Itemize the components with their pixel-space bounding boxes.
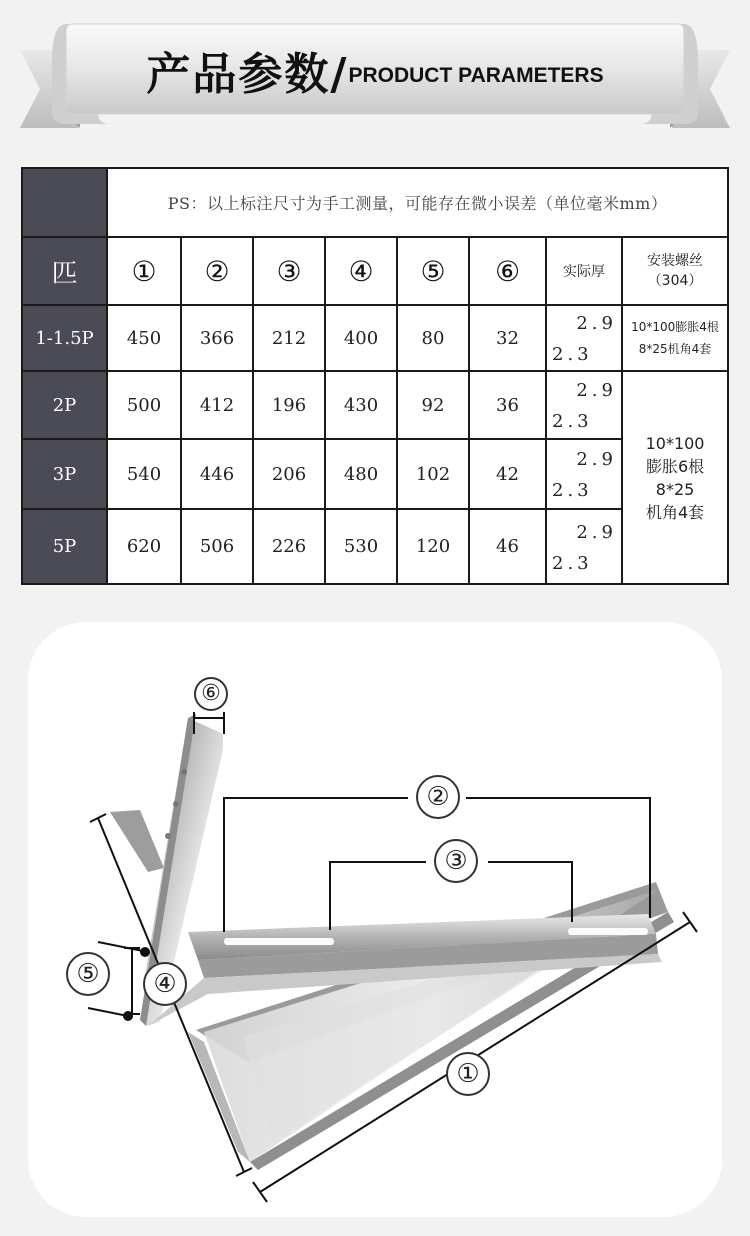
header-dim-1: ①: [107, 237, 181, 305]
cell-dim-5: 120: [397, 509, 469, 584]
cell-dim-5: 92: [397, 371, 469, 439]
cell-dim-4: 480: [325, 439, 397, 509]
cell-dim-6: 36: [469, 371, 546, 439]
screw-large-line4: 机角4套: [645, 502, 705, 522]
cell-dim-4: 400: [325, 305, 397, 371]
title-chinese: 产品参数/: [146, 49, 349, 100]
thickness-cell: [546, 509, 622, 584]
bracket-photo: [28, 622, 722, 1217]
thickness-min: 2.3: [552, 480, 593, 501]
thickness-min: 2.3: [552, 344, 593, 365]
screw-cell-large: [622, 371, 728, 584]
header-dim-3: ③: [253, 237, 325, 305]
cell-dim-2: 446: [181, 439, 253, 509]
thickness-max: 2.9: [576, 313, 617, 334]
cell-dim-2: 506: [181, 509, 253, 584]
thickness-max: 2.9: [576, 449, 617, 470]
header-dim-4: ④: [325, 237, 397, 305]
header-row: [22, 237, 728, 305]
screw-small-line2: 8*25机角4套: [638, 342, 712, 356]
cell-dim-4: 430: [325, 371, 397, 439]
thickness-cell: [546, 305, 622, 371]
cell-dim-5: 80: [397, 305, 469, 371]
header-dim-2: ②: [181, 237, 253, 305]
screw-small-line1: 10*100膨胀4根: [631, 320, 719, 334]
marker-dimension-6: ⑥: [194, 677, 228, 711]
corner-cell: [22, 168, 107, 237]
row-label: 3P: [22, 439, 107, 509]
measurement-note: PS：以上标注尺寸为手工测量，可能存在微小误差（单位毫米mm）: [107, 168, 728, 237]
title-english: PRODUCT PARAMETERS: [348, 64, 604, 87]
thickness-max: 2.9: [576, 521, 617, 543]
cell-dim-6: 32: [469, 305, 546, 371]
title-banner: [0, 0, 750, 150]
cell-dim-3: 226: [253, 509, 325, 584]
cell-dim-1: 540: [107, 439, 181, 509]
screw-large-line1: 10*100: [645, 433, 705, 453]
marker-dimension-2: ②: [416, 775, 460, 819]
thickness-max: 2.9: [576, 380, 617, 401]
thickness-cell: [546, 439, 622, 509]
header-screws: [622, 237, 728, 305]
cell-dim-1: 450: [107, 305, 181, 371]
screw-cell-small: [622, 305, 728, 371]
cell-dim-1: 500: [107, 371, 181, 439]
row-label: 5P: [22, 509, 107, 584]
screw-large-line3: 8*25: [655, 479, 695, 499]
screw-large-line2: 膨胀6根: [645, 456, 705, 476]
cell-dim-6: 46: [469, 509, 546, 584]
marker-dimension-5: ⑤: [66, 952, 110, 996]
table-row: [22, 371, 728, 439]
thickness-min: 2.3: [552, 411, 593, 432]
header-dim-5: ⑤: [397, 237, 469, 305]
table-row: [22, 305, 728, 371]
note-row: [22, 168, 728, 237]
header-dim-6: ⑥: [469, 237, 546, 305]
cell-dim-3: 212: [253, 305, 325, 371]
parameter-table: [21, 167, 729, 585]
marker-dimension-3: ③: [434, 839, 478, 883]
cell-dim-4: 530: [325, 509, 397, 584]
cell-dim-2: 366: [181, 305, 253, 371]
thickness-min: 2.3: [552, 552, 593, 574]
cell-dim-5: 102: [397, 439, 469, 509]
row-label: 1-1.5P: [22, 305, 107, 371]
header-screws-line2: （304）: [647, 273, 703, 289]
row-label: 2P: [22, 371, 107, 439]
marker-dimension-4: ④: [143, 962, 187, 1006]
cell-dim-6: 42: [469, 439, 546, 509]
bracket-illustration: [28, 622, 722, 1217]
page-title: [0, 38, 750, 102]
cell-dim-3: 196: [253, 371, 325, 439]
cell-dim-1: 620: [107, 509, 181, 584]
header-power: 匹: [22, 237, 107, 305]
marker-dimension-1: ①: [446, 1052, 490, 1096]
cell-dim-3: 206: [253, 439, 325, 509]
cell-dim-2: 412: [181, 371, 253, 439]
header-screws-line1: 安装螺丝: [647, 253, 704, 269]
thickness-cell: [546, 371, 622, 439]
header-thickness: 实际厚: [546, 237, 622, 305]
